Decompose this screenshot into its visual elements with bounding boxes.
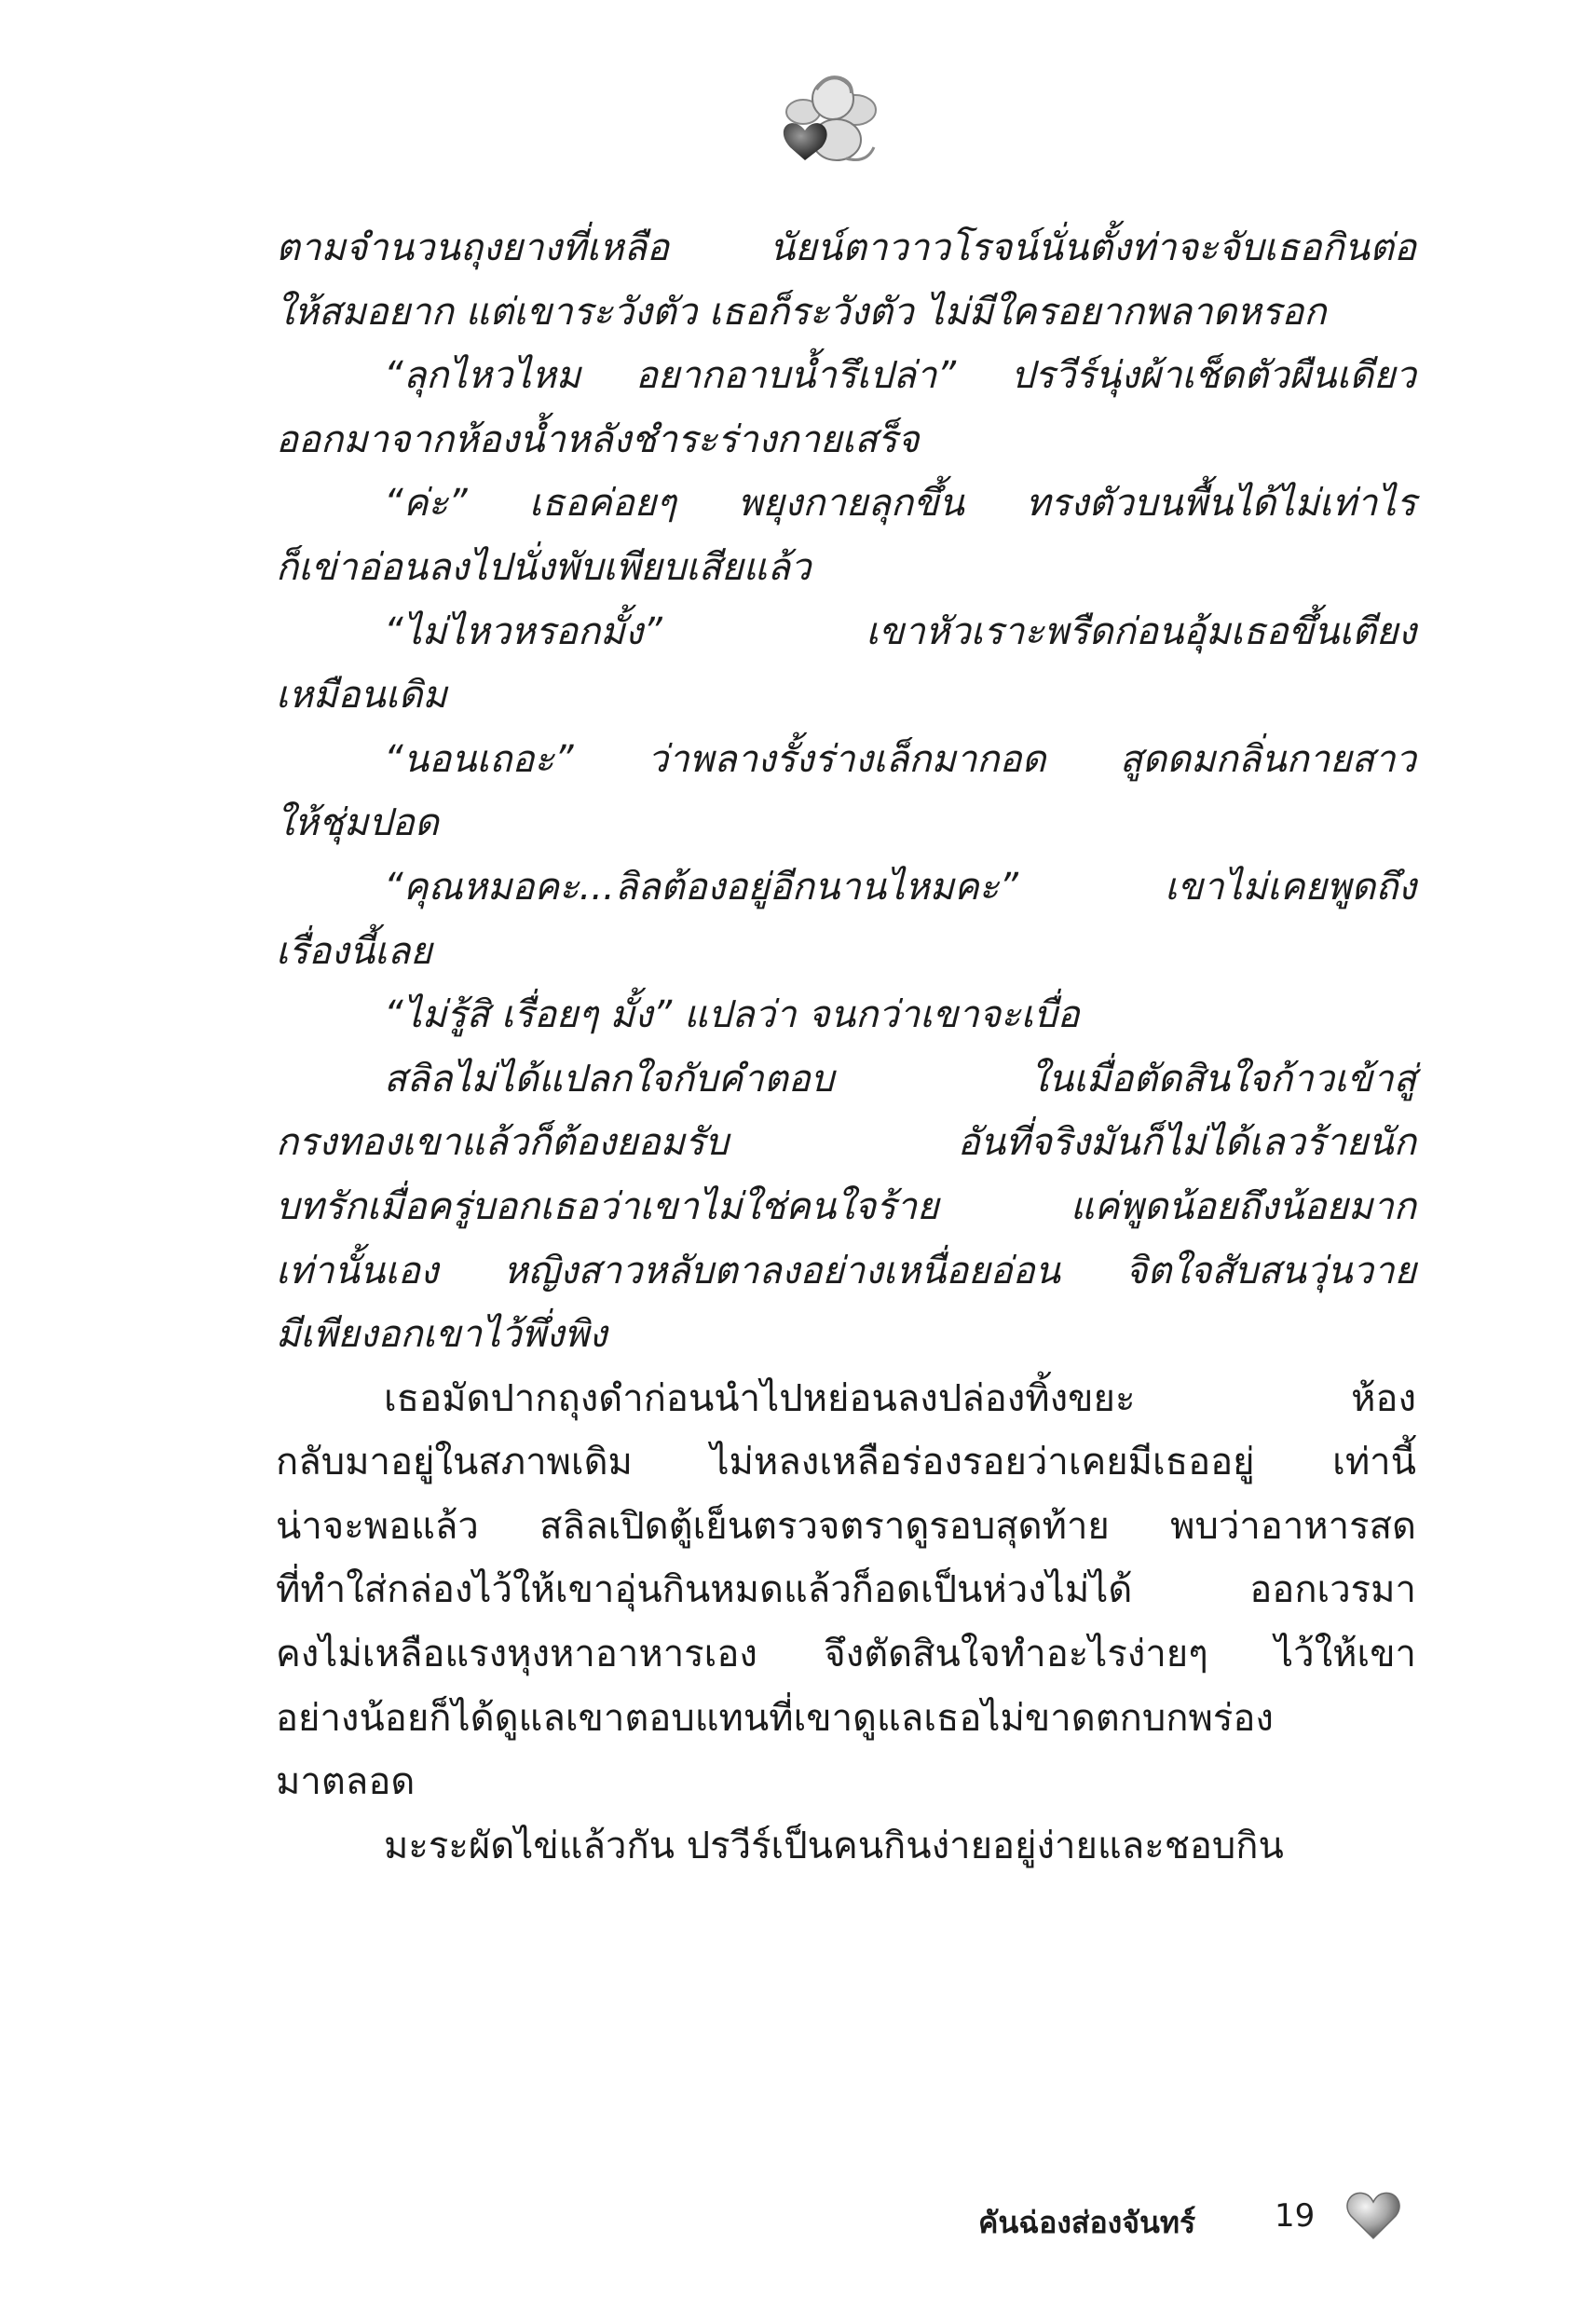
- text-line: “ค่ะ” เธอค่อยๆ พยุงกายลุกขึ้น ทรงตัวบนพื้นได้ไม่เท่าไร: [384, 482, 1416, 526]
- text-line: สลิลไม่ได้แปลกใจกับคำตอบ ในเมื่อตัดสินใจก้าวเข้าสู่: [384, 1057, 1416, 1101]
- text-line: น่าจะพอแล้ว สลิลเปิดตู้เย็นตรวจตราดูรอบสุดท้าย พบว่าอาหารสด: [276, 1504, 1416, 1548]
- text-line: ที่ทำใส่กล่องไว้ให้เขาอุ่นกินหมดแล้วก็อดเป็นห่วงไม่ได้ ออกเวรมา: [276, 1568, 1416, 1612]
- heart-icon: [1344, 2186, 1403, 2246]
- text-line: ให้สมอยาก แต่เขาระวังตัว เธอก็ระวังตัว ไม่มีใครอยากพลาดหรอก: [276, 290, 1327, 334]
- text-line: กลับมาอยู่ในสภาพเดิม ไม่หลงเหลือร่องรอยว่าเคยมีเธออยู่ เท่านี้: [276, 1441, 1416, 1484]
- page-footer: [941, 2181, 1425, 2264]
- text-line: เหมือนเดิม: [276, 674, 447, 718]
- text-line: “คุณหมอคะ...ลิลต้องอยู่อีกนานไหมคะ” เขาไม่เคยพูดถึง: [384, 865, 1416, 909]
- text-line: “ไม่ไหวหรอกมั้ง” เขาหัวเราะพรืดก่อนอุ้มเธอขึ้นเตียง: [384, 609, 1416, 653]
- text-line: ก็เข่าอ่อนลงไปนั่งพับเพียบเสียแล้ว: [276, 545, 812, 589]
- text-line: บทรักเมื่อครู่บอกเธอว่าเขาไม่ใช่คนใจร้าย แค่พูดน้อยถึงน้อยมาก: [276, 1184, 1416, 1228]
- text-line: มาตลอด: [276, 1760, 416, 1804]
- text-line: มะระผัดไข่แล้วกัน ปรวีร์เป็นคนกินง่ายอยู่ง่ายและชอบกิน: [384, 1824, 1284, 1867]
- text-line: “ลุกไหวไหม อยากอาบน้ำรึเปล่า” ปรวีร์นุ่งผ้าเช็ดตัวผืนเดียว: [384, 354, 1416, 398]
- text-line: อย่างน้อยก็ได้ดูแลเขาตอบแทนที่เขาดูแลเธอไม่ขาดตกบกพร่อง: [276, 1696, 1274, 1740]
- text-line: คงไม่เหลือแรงหุงหาอาหารเอง จึงตัดสินใจทำอะไรง่ายๆ ไว้ให้เขา: [276, 1633, 1416, 1676]
- text-line: “ไม่รู้สิ เรื่อยๆ มั้ง” แปลว่า จนกว่าเขาจะเบื่อ: [384, 993, 1080, 1037]
- cherub-holding-heart-icon: [770, 62, 891, 183]
- text-line: มีเพียงอกเขาไว้พึ่งพิง: [276, 1313, 607, 1357]
- text-line: เท่านั้นเอง หญิงสาวหลับตาลงอย่างเหนื่อยอ่อน จิตใจสับสนวุ่นวาย: [276, 1249, 1416, 1292]
- text-line: ให้ชุ่มปอด: [276, 801, 439, 845]
- text-line: เธอมัดปากถุงดำก่อนนำไปหย่อนลงปล่องทิ้งขยะ ห้อง: [384, 1376, 1416, 1420]
- text-line: ตามจำนวนถุงยางที่เหลือ นัยน์ตาวาวโรจน์นั่นตั้งท่าจะจับเธอกินต่อ: [276, 226, 1416, 269]
- book-title: คันฉ่องส่องจันทร์: [978, 2205, 1196, 2240]
- text-line: กรงทองเขาแล้วก็ต้องยอมรับ อันที่จริงมันก็ไม่ได้เลวร้ายนัก: [276, 1121, 1416, 1165]
- body-text: [276, 216, 1416, 1878]
- page-number: 19: [1275, 2197, 1316, 2235]
- text-line: “นอนเถอะ” ว่าพลางรั้งร่างเล็กมากอด สูดดมกลิ่นกายสาว: [384, 737, 1416, 781]
- text-line: เรื่องนี้เลย: [276, 929, 432, 973]
- text-line: ออกมาจากห้องน้ำหลังชำระร่างกายเสร็จ: [276, 417, 920, 461]
